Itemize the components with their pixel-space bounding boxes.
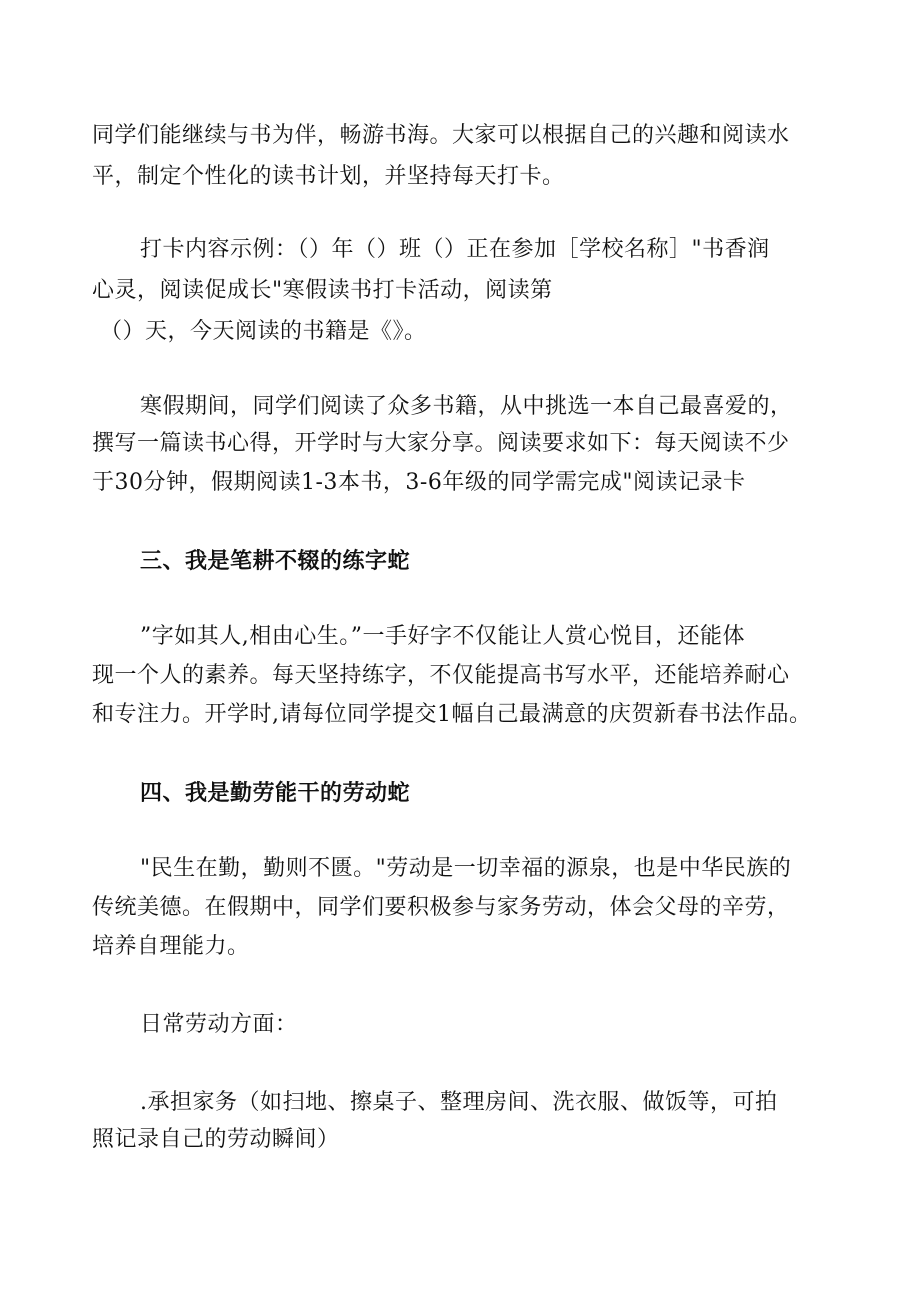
- paragraph-line: 培养自理能力。: [92, 934, 250, 959]
- paragraph-line: 现一个人的素养。每天坚持练字，不仅能提高书写水平，还能培养耐心: [92, 663, 790, 688]
- paragraph-line: 日常劳动方面：: [140, 1012, 298, 1037]
- paragraph-line: 平，制定个性化的读书计划，并坚持每天打卡。: [92, 164, 565, 189]
- paragraph-line: 传统美德。在假期中，同学们要积极参与家务劳动，体会父母的辛劳，: [92, 895, 790, 920]
- paragraph-line: 同学们能继续与书为伴，畅游书海。大家可以根据自己的兴趣和阅读水: [92, 123, 790, 148]
- paragraph-line: 于30分钟，假期阅读1-3本书，3-6年级的同学需完成"阅读记录卡: [92, 470, 746, 495]
- paragraph-line: 撰写一篇读书心得，开学时与大家分享。阅读要求如下：每天阅读不少: [92, 431, 790, 456]
- paragraph-line: 寒假期间，同学们阅读了众多书籍，从中挑选一本自己最喜爱的，: [140, 394, 793, 419]
- paragraph-line: （）天，今天阅读的书籍是《》。: [100, 319, 427, 344]
- paragraph-line: 和专注力。开学时,请每位同学提交1幅自己最满意的庆贺新春书法作品。: [92, 702, 812, 727]
- section-heading: 三、我是笔耕不辍的练字蛇: [140, 548, 411, 574]
- section-heading: 四、我是勤劳能干的劳动蛇: [140, 780, 411, 806]
- paragraph-line: ”字如其人,相由心生。”一手好字不仅能让人赏心悦目，还能体: [140, 624, 745, 649]
- list-item-line: 照记录自己的劳动瞬间）: [92, 1127, 340, 1152]
- list-item-line: .承担家务（如扫地、擦桌子、整理房间、洗衣服、做饭等，可拍: [140, 1090, 778, 1115]
- paragraph-line: 打卡内容示例：（）年（）班（）正在参加［学校名称］"书香润: [140, 237, 770, 262]
- paragraph-line: "民生在勤，勤则不匮。"劳动是一切幸福的源泉，也是中华民族的: [140, 856, 792, 881]
- paragraph-line: 心灵，阅读促成长"寒假读书打卡活动，阅读第: [92, 278, 553, 303]
